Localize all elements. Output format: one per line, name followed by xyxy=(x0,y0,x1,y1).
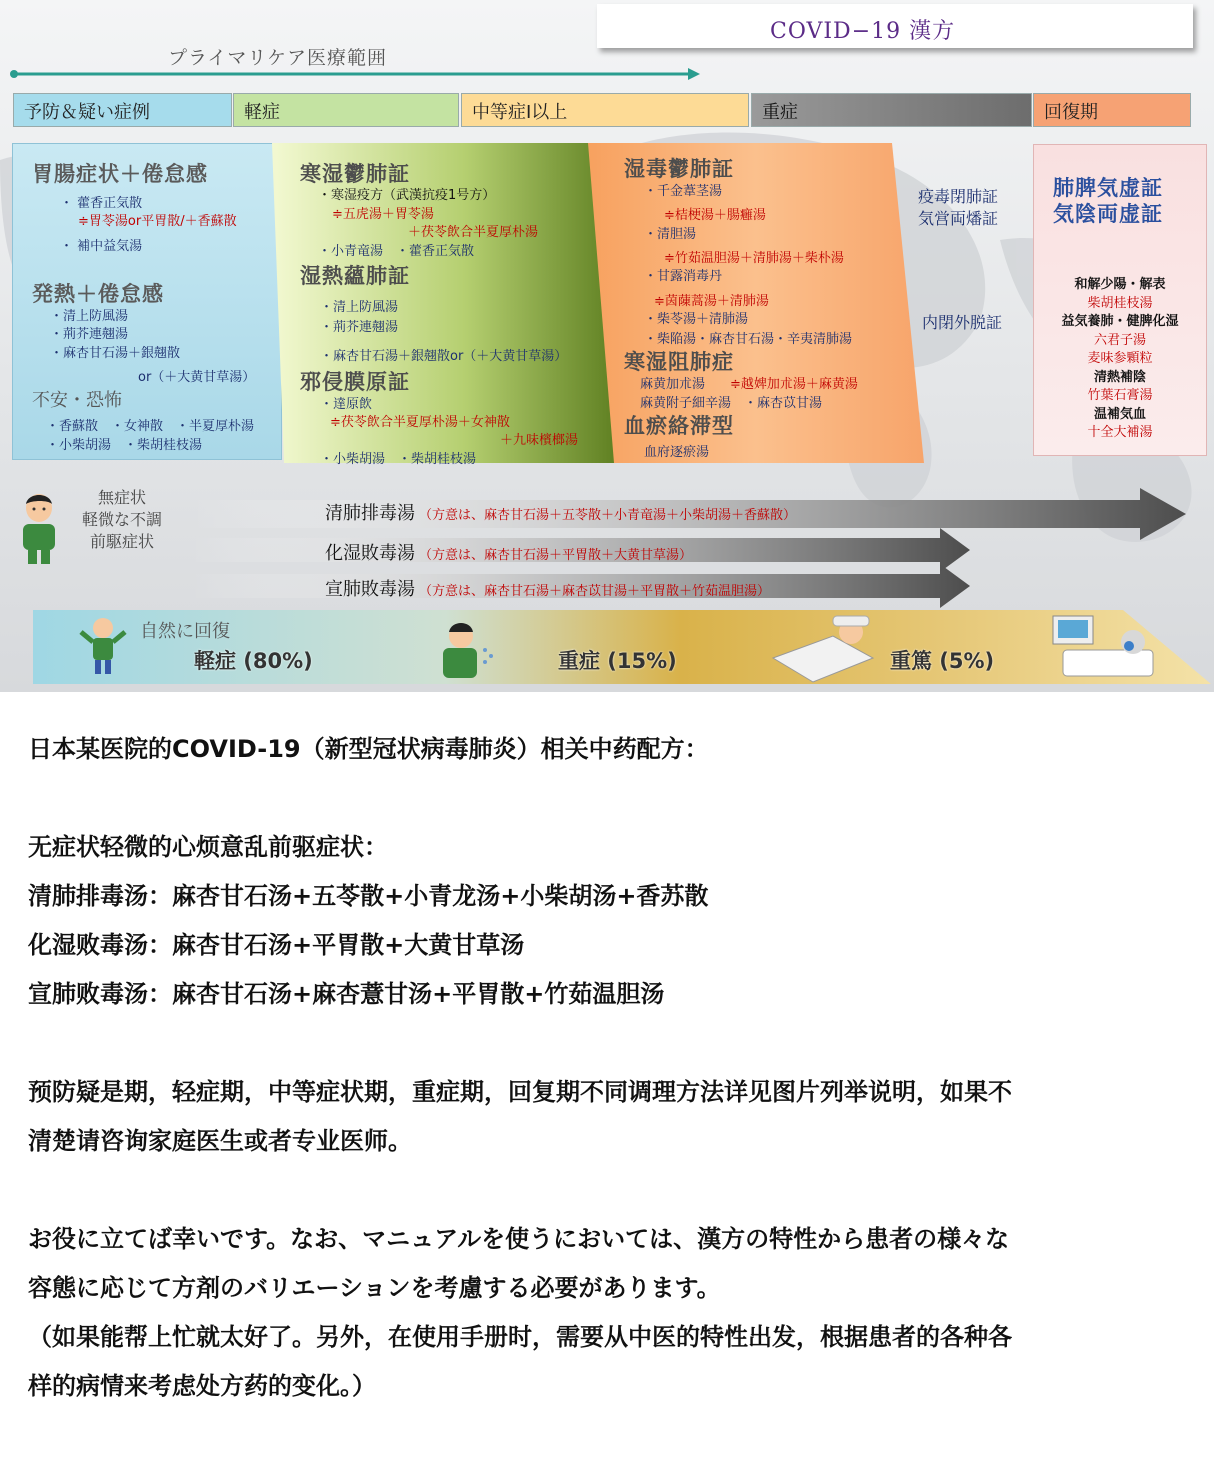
recovery-item: 十全大補湯 xyxy=(1087,425,1153,440)
prevention-line: ・小柴胡湯 ・柴胡桂枝湯 xyxy=(46,438,203,453)
moderate-line: ≑茵蔯蒿湯＋清肺湯 xyxy=(654,294,769,309)
formula-name: 化湿敗毒湯 xyxy=(325,543,415,564)
asymptomatic-line: 無症状 xyxy=(97,488,146,507)
mild-outcome-label: 軽症 (80%) xyxy=(194,649,313,673)
formula-note: （方意は、麻杏甘石湯＋麻杏苡甘湯＋平胃散＋竹茹温胆湯） xyxy=(419,584,771,599)
recovery-item: 竹葉石膏湯 xyxy=(1087,388,1153,403)
covid-kampo-diagram xyxy=(0,0,1214,692)
severe-outcome-label: 重症 (15%) xyxy=(558,649,677,673)
moderate-line: ≑桔梗湯＋腸癰湯 xyxy=(664,208,766,223)
article-paragraph: 清肺排毒汤：麻杏甘石汤+五苓散+小青龙汤+小柴胡汤+香苏散 xyxy=(28,882,709,910)
prevention-line: ≑胃苓湯or平胃散/＋香蘇散 xyxy=(78,214,237,229)
prevention-line: ・香蘇散 ・女神散 ・半夏厚朴湯 xyxy=(46,419,255,434)
recovery-item: 和解少陽・解表 xyxy=(1074,277,1166,292)
prevention-heading-1: 胃腸症状＋倦怠感 xyxy=(32,162,208,186)
article-paragraph: 预防疑是期，轻症期，中等症状期，重症期，回复期不同调理方法详见图片列举说明，如果不 xyxy=(28,1078,1012,1106)
primary-care-arrow xyxy=(10,63,710,83)
mild-line: ・荊芥連翹湯 xyxy=(320,320,399,335)
prevention-line: ・ 藿香正気散 xyxy=(60,196,143,211)
recovery-heading-1: 肺脾気虚証 xyxy=(1053,176,1163,200)
prevention-line: or（＋大黄甘草湯） xyxy=(138,370,256,385)
article-paragraph: 容態に応じて方剤のバリエーションを考慮する必要があります。 xyxy=(28,1274,721,1302)
article-text xyxy=(28,725,1188,1411)
mild-line: ・寒湿疫方（武漢抗疫1号方） xyxy=(318,188,496,203)
asymptomatic-line: 軽微な不調 xyxy=(81,510,162,529)
stage-recovery: 回復期 xyxy=(1033,93,1191,127)
spacer xyxy=(28,1166,1188,1215)
formula-note: （方意は、麻杏甘石湯＋平胃散＋大黄甘草湯） xyxy=(419,548,693,563)
formula-arrow-1 xyxy=(325,499,796,525)
asymptomatic-line: 前駆症状 xyxy=(89,532,154,551)
moderate-heading-1: 湿毒鬱肺証 xyxy=(624,157,734,181)
moderate-line: 麻黄附子細辛湯 ・麻杏苡甘湯 xyxy=(640,396,823,411)
mild-heading-1: 寒湿鬱肺証 xyxy=(300,162,410,186)
prevention-line: ・ 補中益気湯 xyxy=(60,239,143,254)
moderate-line: ・清胆湯 xyxy=(644,227,697,242)
recovery-list xyxy=(1036,276,1204,443)
stage-prevention: 予防＆疑い症例 xyxy=(13,93,232,127)
prevention-line: ・荊芥連翹湯 xyxy=(50,327,129,342)
moderate-line: 血府逐瘀湯 xyxy=(644,445,710,460)
mild-line: ≑五虎湯＋胃苓湯 xyxy=(332,207,434,222)
moderate-line: ≑竹茹温胆湯＋清肺湯＋柴朴湯 xyxy=(664,251,844,266)
critical-outcome-label: 重篤 (5%) xyxy=(890,649,995,673)
moderate-line: ・千金葦茎湯 xyxy=(644,184,723,199)
mild-line: ＋九味檳榔湯 xyxy=(500,433,579,448)
prevention-line: ・麻杏甘石湯＋銀翹散 xyxy=(50,346,181,361)
prevention-heading-3: 不安・恐怖 xyxy=(32,390,122,411)
moderate-heading-2: 寒湿阻肺症 xyxy=(624,350,734,374)
primary-care-label: プライマリケア医療範囲 xyxy=(168,47,388,69)
article-paragraph: （如果能帮上忙就太好了。另外，在使用手册时，需要从中医的特性出发，根据患者的各种各 xyxy=(28,1323,1012,1351)
severe-item: 気営両燔証 xyxy=(918,209,999,228)
recovery-item: 益気養肺・健脾化湿 xyxy=(1061,314,1179,329)
formula-name: 清肺排毒湯 xyxy=(325,503,415,524)
severe-item: 疫毒閉肺証 xyxy=(918,187,999,206)
mild-line: ・小青竜湯 ・藿香正気散 xyxy=(318,244,475,259)
recovery-item: 柴胡桂枝湯 xyxy=(1087,295,1153,311)
article-paragraph: 日本某医院的COVID-19（新型冠状病毒肺炎）相关中药配方： xyxy=(28,735,709,763)
prevention-line: ・清上防風湯 xyxy=(50,309,129,324)
formula-arrow-3 xyxy=(325,575,770,601)
article-paragraph: 无症状轻微的心烦意乱前驱症状： xyxy=(28,833,388,861)
article-paragraph: 宣肺败毒汤：麻杏甘石汤+麻杏薏甘汤+平胃散+竹茹温胆汤 xyxy=(28,980,665,1008)
formula-note: （方意は、麻杏甘石湯＋五苓散＋小青竜湯＋小柴胡湯＋香蘇散） xyxy=(419,508,797,523)
natural-recovery-label: 自然に回復 xyxy=(140,621,230,642)
moderate-line: ・甘露消毒丹 xyxy=(644,269,723,284)
article-paragraph: 化湿败毒汤：麻杏甘石汤+平胃散+大黄甘草汤 xyxy=(28,931,525,959)
moderate-line: ・柴苓湯＋清肺湯 xyxy=(644,312,749,327)
spacer xyxy=(28,774,1188,823)
severe-item: 内閉外脱証 xyxy=(922,313,1003,332)
recovery-item: 六君子湯 xyxy=(1093,332,1146,348)
recovery-heading-2: 気陰両虚証 xyxy=(1053,202,1163,226)
moderate-line: 麻黄加朮湯 xyxy=(640,377,706,392)
moderate-line: ・柴陥湯・麻杏甘石湯・辛夷清肺湯 xyxy=(644,332,853,347)
prevention-heading-2: 発熱＋倦怠感 xyxy=(32,282,164,306)
mild-heading-3: 邪侵膜原証 xyxy=(300,370,410,394)
mild-line: ・小柴胡湯 ・柴胡桂枝湯 xyxy=(320,452,477,467)
moderate-line: ≑越婢加朮湯＋麻黄湯 xyxy=(730,377,858,392)
moderate-heading-3: 血瘀絡滞型 xyxy=(624,414,734,438)
stage-moderate: 中等症Ⅰ以上 xyxy=(461,93,749,127)
article-paragraph: 样的病情来考虑处方药的变化。） xyxy=(28,1372,376,1400)
recovery-item: 温補気血 xyxy=(1093,406,1146,422)
formula-arrow-2 xyxy=(325,539,692,565)
mild-line: ・達原飲 xyxy=(320,397,373,412)
article-paragraph: お役に立てば幸いです。なお、マニュアルを使うにおいては、漢方の特性から患者の様々な xyxy=(28,1225,1010,1253)
formula-name: 宣肺敗毒湯 xyxy=(325,579,415,600)
spacer xyxy=(28,1019,1188,1068)
diagram-title: COVID−19 漢方 xyxy=(770,19,956,44)
mild-heading-2: 湿熱蘊肺証 xyxy=(300,264,410,288)
mild-line: ≑茯苓飲合半夏厚朴湯＋女神散 xyxy=(330,415,510,430)
mild-line: ＋茯苓飲合半夏厚朴湯 xyxy=(408,225,539,240)
mild-line: ・清上防風湯 xyxy=(320,300,399,315)
recovery-item: 清熱補陰 xyxy=(1093,369,1146,385)
recovery-item: 麦味参顆粒 xyxy=(1087,351,1153,366)
article-paragraph: 清楚请咨询家庭医生或者专业医师。 xyxy=(28,1127,412,1155)
stage-severe: 重症 xyxy=(751,93,1032,127)
stage-mild: 軽症 xyxy=(233,93,459,127)
mild-line: ・麻杏甘石湯＋銀翹散or（＋大黄甘草湯） xyxy=(320,349,568,364)
